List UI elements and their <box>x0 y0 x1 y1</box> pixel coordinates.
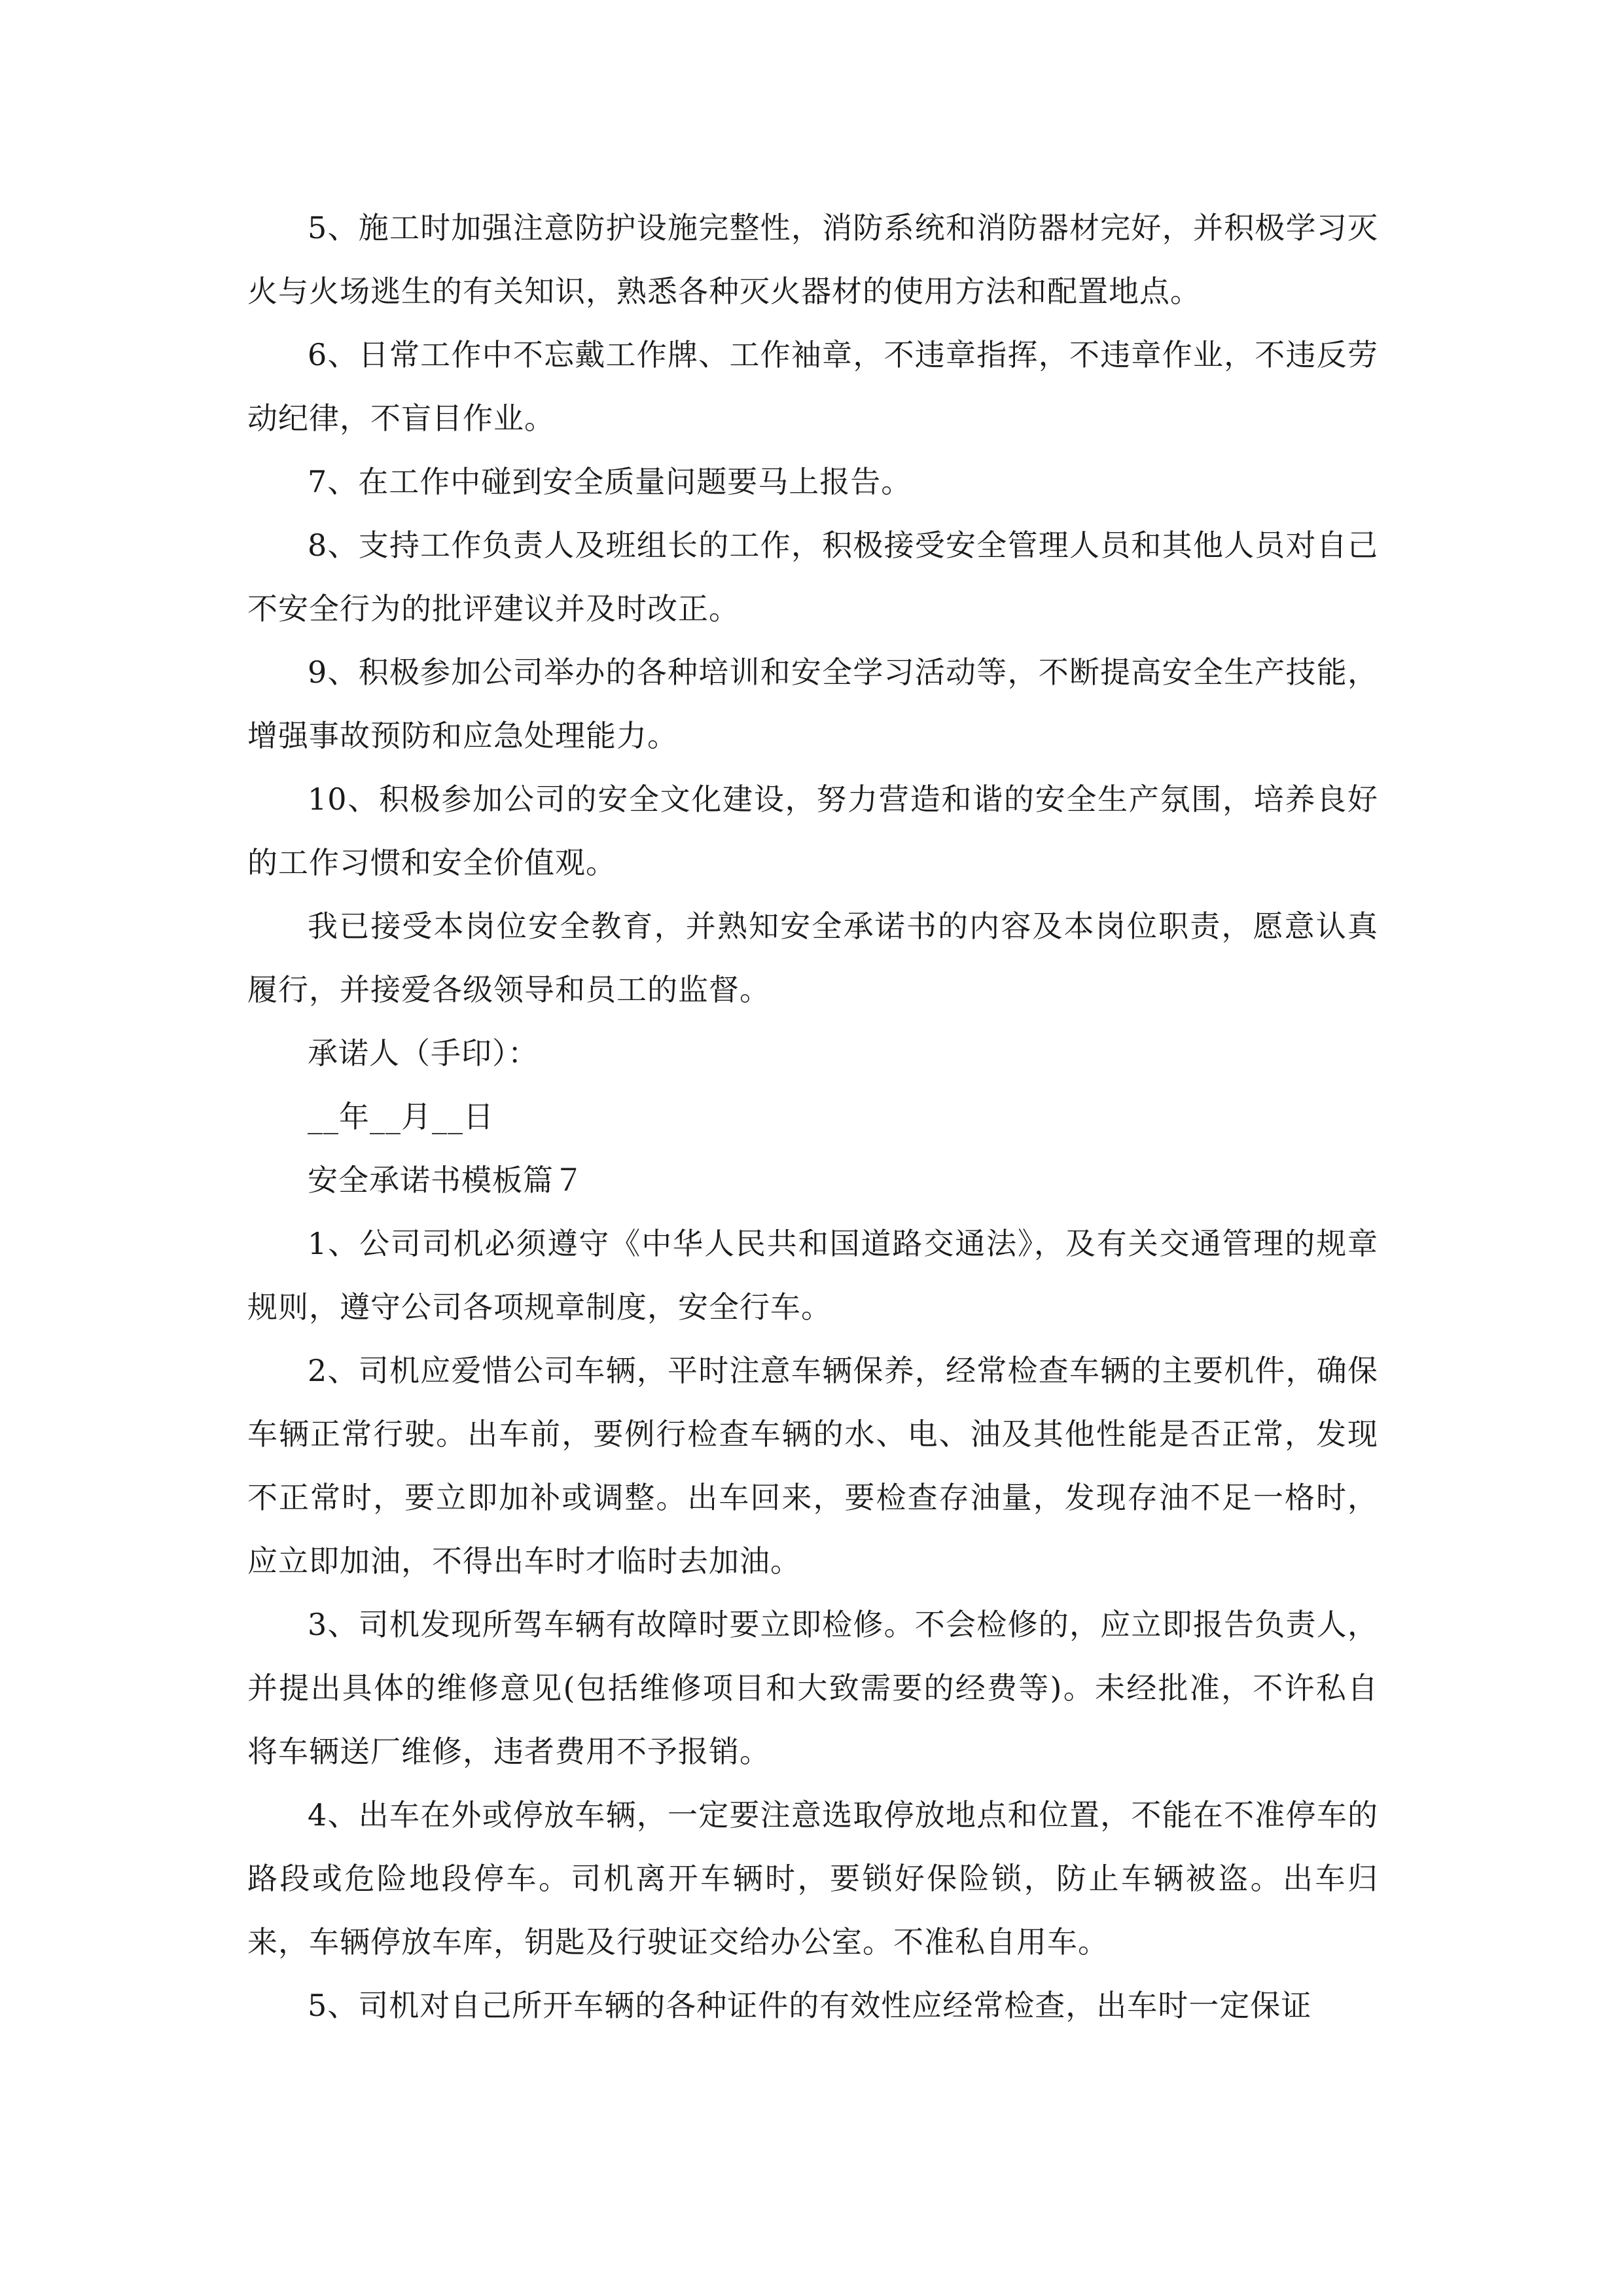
paragraph-item-10-safety-culture: 10、积极参加公司的安全文化建设，努力营造和谐的安全生产氛围，培养良好的工作习惯和安全价值观。 <box>247 781 1378 880</box>
paragraph-item-5-fire-safety: 5、施工时加强注意防护设施完整性，消防系统和消防器材完好，并积极学习灭火与火场逃生的有关知识，熟悉各种灭火器材的使用方法和配置地点。 <box>247 210 1378 309</box>
section-title: 安全承诺书模板篇７ <box>308 1162 584 1198</box>
paragraph-item-9-training: 9、积极参加公司举办的各种培训和安全学习活动等，不断提高安全生产技能，增强事故预防和应急处理能力。 <box>247 655 1378 753</box>
paragraph-driver-rule-2: 2、司机应爱惜公司车辆，平时注意车辆保养，经常检查车辆的主要机件，确保车辆正常行驶。出车前，要例行检查车辆的水、电、油及其他性能是否正常，发现不正常时，要立即加补或调整。出车回来，要检查存油量，发现存油不足一格时，应立即加油，不得出车时才临时去加油。 <box>247 1353 1378 1579</box>
paragraph-item-8-support-leaders: 8、支持工作负责人及班组长的工作，积极接受安全管理人员和其他人员对自己不安全行为的批评建议并及时改正。 <box>247 528 1378 626</box>
date-line: __年__月__日 <box>308 1099 494 1134</box>
paragraph-acceptance-statement: 我已接受本岗位安全教育，并熟知安全承诺书的内容及本岗位职责，愿意认真履行，并接爱各级领导和员工的监督。 <box>247 908 1378 1007</box>
paragraph-driver-rule-1: 1、公司司机必须遵守《中华人民共和国道路交通法》，及有关交通管理的规章规则，遵守公司各项规章制度，安全行车。 <box>247 1226 1378 1325</box>
paragraph-driver-rule-3: 3、司机发现所驾车辆有故障时要立即检修。不会检修的，应立即报告负责人，并提出具体的维修意见(包括维修项目和大致需要的经费等)。未经批准，不许私自将车辆送厂维修，违者费用不予报销。 <box>247 1607 1378 1769</box>
paragraph-item-6-work-badge: 6、日常工作中不忘戴工作牌、工作袖章，不违章指挥，不违章作业，不违反劳动纪律，不盲目作业。 <box>247 337 1378 436</box>
paragraph-item-7-report-issues: 7、在工作中碰到安全质量问题要马上报告。 <box>308 464 912 499</box>
document-body <box>247 196 1378 2037</box>
signature-line: 承诺人（手印）： <box>308 1035 539 1071</box>
paragraph-driver-rule-4: 4、出车在外或停放车辆，一定要注意选取停放地点和位置，不能在不准停车的路段或危险地段停车。司机离开车辆时，要锁好保险锁，防止车辆被盗。出车归来，车辆停放车库，钥匙及行驶证交给办公室。不准私自用车。 <box>247 1797 1378 1960</box>
paragraph-driver-rule-5: 5、司机对自己所开车辆的各种证件的有效性应经常检查，出车时一定保证 <box>308 1988 1312 2023</box>
